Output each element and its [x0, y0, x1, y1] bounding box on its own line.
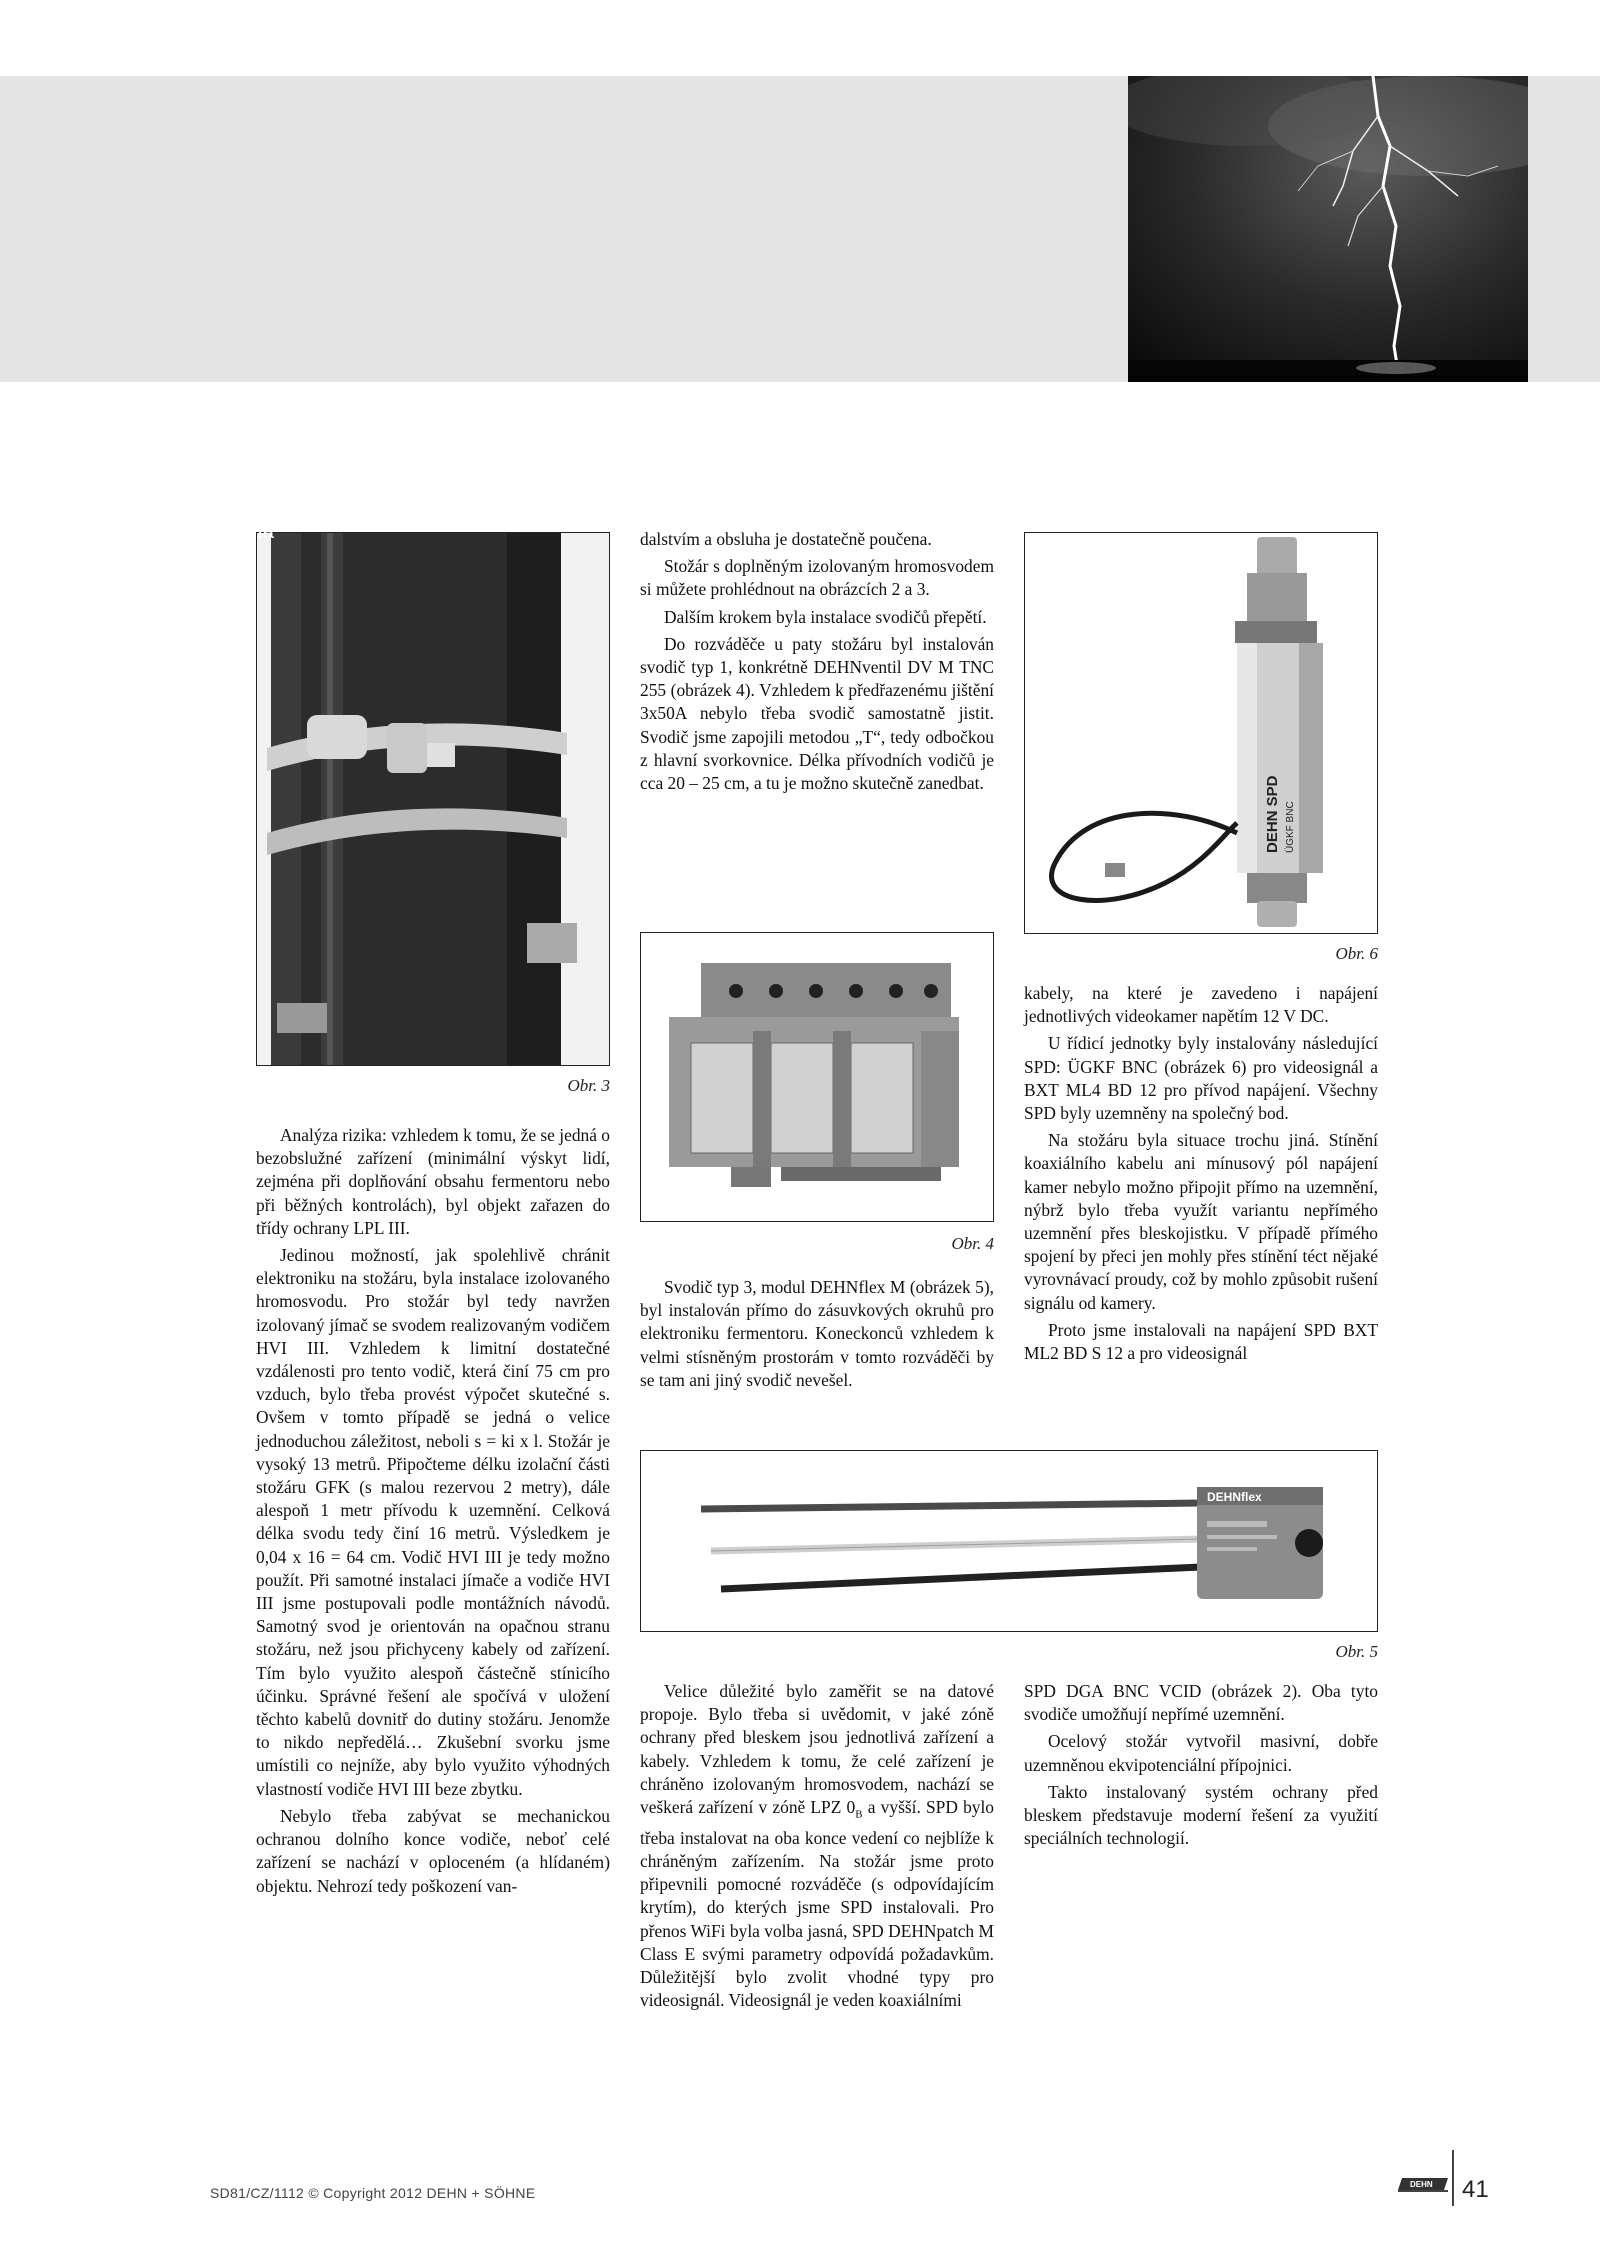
column-2-mid-text [640, 1276, 994, 1396]
paragraph: Proto jsme instalovali na napájení SPD BXT ML2 BD S 12 a pro videosignál [1024, 1319, 1378, 1364]
column-2-bottom-text [640, 1680, 994, 2016]
paragraph: Svodič typ 3, modul DEHNflex M (obrázek 5), byl instalován přímo do zásuvkových okruhů pro elektroniku fermentoru. Koneckonců vzhledem k velmi stísněným prostorám v tomto rozváděči by se tam ani jiný svodič nevešel. [640, 1277, 994, 1390]
paragraph: Do rozváděče u paty stožáru byl instalován svodič typ 1, konkrétně DEHNventil DV M TNC 255 (obrázek 4). Vzhledem k předřazenému jištění 3x50A nebylo třeba svodič samostatně jistit. Svodič jsme zapojili metodou „T“, tedy odbočkou z hlavní svorkovnice. Délka přívodních vodičů je cca 20 – 25 cm, a tu je možno skutečně zanedbat. [640, 633, 994, 794]
figure-5-photo [640, 1450, 1378, 1632]
column-1-text [256, 1124, 610, 1902]
figure-4-photo [640, 932, 994, 1222]
figure-4-caption: Obr. 4 [951, 1234, 994, 1253]
subscript: B [855, 1808, 863, 1821]
figure-3-label: Detail uchycení vodiče HVI III na stožáru [120, 495, 275, 568]
page-number: 41 [1462, 2176, 1489, 2203]
paragraph-part: Velice důležité bylo zaměřit se na datové propoje. Bylo třeba si uvědomit, v jaké zóně ochrany před bleskem jsou jednotlivá zařízení a kabely. Vzhledem k tomu, že celé zařízení je chráněno izolovaným hromosvodem, nachází se veškerá zařízení v zóně LPZ 0 [640, 1681, 994, 1818]
dehn-logo-icon [1396, 2150, 1456, 2206]
figure-6-caption: Obr. 6 [1335, 944, 1378, 963]
spd-label-text: DEHN SPD [1264, 775, 1281, 853]
paragraph: Dalším krokem byla instalace svodičů přepětí. [664, 606, 987, 627]
logo-text: DEHN [1410, 2180, 1433, 2189]
figure-6-photo [1024, 532, 1378, 934]
paragraph: Ocelový stožár vytvořil masivní, dobře uzemněnou ekvipotenciální přípojnici. [1024, 1731, 1378, 1775]
lightning-photo [1128, 76, 1528, 382]
paragraph: Na stožáru byla situace trochu jiná. Stínění koaxiálního kabelu ani mínusový pól napájení kamer nebylo možno připojit přímo na uzemnění, nýbrž bylo třeba využít variantu nepřímého uzemnění přes bleskojistku. V případě přímého spojení by přeci jen mohly přes stínění téct nějaké vyrovnávací proudy, což by mohlo způsobit rušení signálu od kamery. [1024, 1130, 1378, 1313]
paragraph: Nebylo třeba zabývat se mechanickou ochranou dolního konce vodiče, neboť celé zařízení se nachází v oploceném (a hlídaném) objektu. Nehrozí tedy poškození van- [256, 1805, 610, 1896]
paragraph: SPD DGA BNC VCID (obrázek 2). Oba tyto svodiče umožňují nepřímé uzemnění. [1024, 1681, 1378, 1725]
paragraph: dalstvím a obsluha je dostatečně poučena. [640, 529, 932, 549]
column-2-top-text [640, 528, 994, 799]
paragraph: Analýza rizika: vzhledem k tomu, že se jedná o bezobslužné zařízení (minimální výskyt lidí, zejména při doplňování obsahu fermentoru nebo při běžných kontrolách), byl objekt zařazen do třídy ochrany LPL III. [256, 1125, 610, 1238]
paragraph [640, 1680, 994, 2012]
paragraph-part: a vyšší. SPD bylo třeba instalovat na oba konce vedení co nejblíže k chráněným zařízením. Na stožár jsme proto připevnili pomocné rozváděče (s odpovídajícím krytím), do kterých jsme SPD instalovali. Pro přenos WiFi byla volba jasná, SPD DEHNpatch M Class E svými parametry odpovídá požadavkům. Důležitější bylo zvolit vhodné typy pro videosignál. Videosignál je veden koaxiálními [640, 1797, 994, 2011]
paragraph: Takto instalovaný systém ochrany před bleskem představuje moderní řešení za využití speciálních technologií. [1024, 1781, 1378, 1849]
paragraph: Jedinou možností, jak spolehlivě chránit elektroniku na stožáru, byla instalace izolovaného hromosvodu. Pro stožár byl tedy navržen izolovaný jímač se svodem realizovaným vodičem HVI III. Vzhledem k limitní dostatečné vzdálenosti pro tento vodič, která činí 75 cm pro vzduch, bylo třeba provést výpočet skutečné s. Ovšem v tomto případě se jedná o velice jednoduchou záležitost, neboli s = ki x l. Stožár je vysoký 13 metrů. Připočteme délku izolační části stožáru GFK (s malou rezervou 2 metry), dále alespoň 1 metr přívodu k uzemnění. Celková délka svodu tedy činí 16 metrů. Výsledkem je 0,04 x 16 = 64 cm. Vodič HVI III je tedy možno použít. Při samotné instalaci jímače a vodiče HVI III jsme postupovali podle montážních návodů. Samotný svod je orientován na opačnou stranu stožáru, než jsou přichyceny kabely od zařízení. Tím bylo využito alespoň částečně stínicího účinku. Správné řešení ale spočívá v uložení těchto kabelů dovnitř do dutiny stožáru. Jenomže to nikdo nepředělá… Zkušební svorku jsme umístili co nejníže, aby bylo využito výhodných vlastností vodiče HVI III beze zbytku. [256, 1245, 610, 1799]
paragraph: kabely, na které je zavedeno i napájení jednotlivých videokamer napětím 12 V DC. [1024, 983, 1378, 1027]
column-3-bottom-text [1024, 1680, 1378, 1854]
column-3-mid-text [1024, 982, 1378, 1369]
figure-3-caption: Obr. 3 [567, 1076, 610, 1095]
flex-label-text: DEHNflex [1207, 1490, 1262, 1504]
footer-copyright: SD81/CZ/1112 © Copyright 2012 DEHN + SÖHNE [210, 2185, 536, 2201]
spd-model-text: ÜGKF BNC [1285, 801, 1296, 853]
paragraph: U řídicí jednotky byly instalovány následující SPD: ÜGKF BNC (obrázek 6) pro videosignál a BXT ML4 BD 12 pro přívod napájení. Všechny SPD byly uzemněny na společný bod. [1024, 1033, 1378, 1124]
figure-3-photo [256, 532, 610, 1066]
paragraph: Stožár s doplněným izolovaným hromosvodem si můžete prohlédnout na obrázcích 2 a 3. [640, 556, 994, 600]
figure-5-caption: Obr. 5 [1335, 1642, 1378, 1661]
